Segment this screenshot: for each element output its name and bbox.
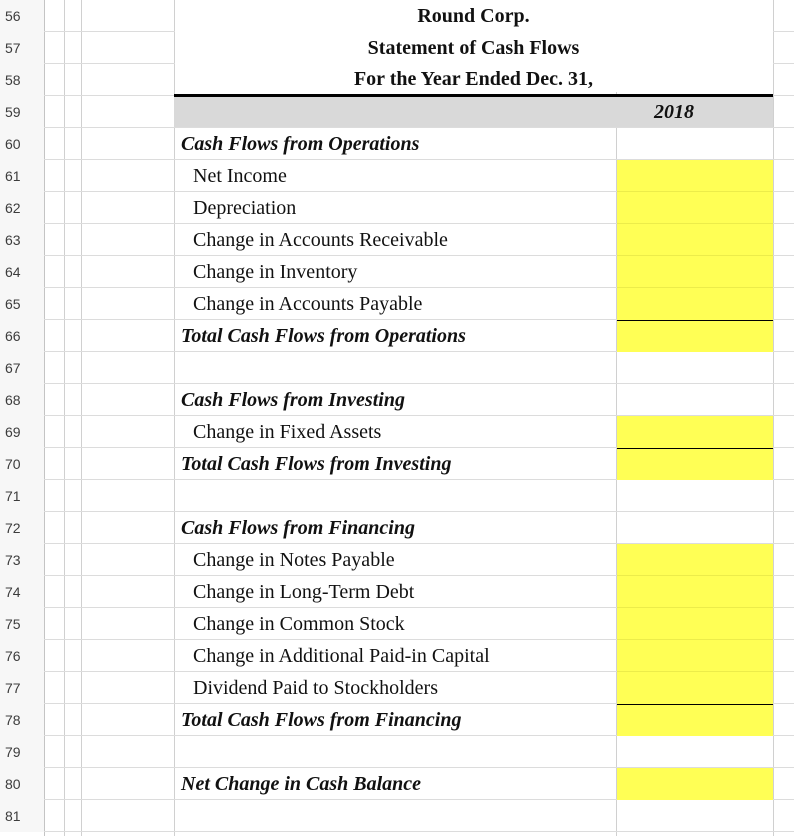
row-header[interactable]: 62: [0, 192, 44, 224]
row-header[interactable]: 56: [0, 0, 44, 32]
row-header[interactable]: 79: [0, 736, 44, 768]
line-item: Net Income: [193, 165, 287, 187]
row-81: [0, 800, 794, 832]
row-header[interactable]: 80: [0, 768, 44, 800]
operations-total-label: Total Cash Flows from Operations: [181, 325, 466, 347]
line-item: Change in Accounts Payable: [193, 293, 423, 315]
year-label: 2018: [654, 101, 694, 123]
operations-input-cells[interactable]: [617, 160, 773, 352]
net-change-label: Net Change in Cash Balance: [181, 773, 422, 795]
row-header[interactable]: 74: [0, 576, 44, 608]
row-header[interactable]: 63: [0, 224, 44, 256]
row-header[interactable]: 64: [0, 256, 44, 288]
statement-title: Statement of Cash Flows: [367, 37, 580, 59]
row-header[interactable]: 69: [0, 416, 44, 448]
line-item: Change in Additional Paid-in Capital: [193, 645, 490, 667]
row-header[interactable]: 71: [0, 480, 44, 512]
row-header[interactable]: 66: [0, 320, 44, 352]
line-item: Change in Notes Payable: [193, 549, 395, 571]
line-item: Change in Fixed Assets: [193, 421, 382, 443]
line-item: Change in Inventory: [193, 261, 358, 283]
row-header[interactable]: 77: [0, 672, 44, 704]
line-item: Depreciation: [193, 197, 297, 219]
row-header[interactable]: 72: [0, 512, 44, 544]
investing-heading: Cash Flows from Investing: [181, 389, 405, 411]
year-header-band: [174, 97, 773, 127]
row-header[interactable]: 68: [0, 384, 44, 416]
line-item: Change in Long-Term Debt: [193, 581, 415, 603]
row-header[interactable]: 61: [0, 160, 44, 192]
line-item: Change in Common Stock: [193, 613, 405, 635]
operations-heading: Cash Flows from Operations: [181, 133, 420, 155]
investing-subtotal-rule: [617, 448, 773, 449]
company-name: Round Corp.: [417, 5, 530, 27]
line-item: Dividend Paid to Stockholders: [193, 677, 438, 699]
financing-heading: Cash Flows from Financing: [181, 517, 415, 539]
financing-input-cells[interactable]: [617, 544, 773, 736]
row-header[interactable]: 58: [0, 64, 44, 96]
line-item: Change in Accounts Receivable: [193, 229, 448, 251]
row-header[interactable]: 70: [0, 448, 44, 480]
financing-total-label: Total Cash Flows from Financing: [181, 709, 462, 731]
row-header[interactable]: 65: [0, 288, 44, 320]
statement-period: For the Year Ended Dec. 31,: [353, 68, 594, 90]
row-header[interactable]: 73: [0, 544, 44, 576]
row-67: [0, 352, 794, 384]
row-header[interactable]: 75: [0, 608, 44, 640]
row-79: [0, 736, 794, 768]
row-header[interactable]: 78: [0, 704, 44, 736]
row-header[interactable]: 57: [0, 32, 44, 64]
row-header[interactable]: 81: [0, 800, 44, 832]
financing-subtotal-rule: [617, 704, 773, 705]
row-header[interactable]: 59: [0, 96, 44, 128]
net-change-input-cell[interactable]: [617, 768, 773, 800]
row-header[interactable]: 60: [0, 128, 44, 160]
row-header[interactable]: 76: [0, 640, 44, 672]
investing-total-label: Total Cash Flows from Investing: [181, 453, 452, 475]
row-header[interactable]: 67: [0, 352, 44, 384]
operations-subtotal-rule: [617, 320, 773, 321]
row-71: [0, 480, 794, 512]
